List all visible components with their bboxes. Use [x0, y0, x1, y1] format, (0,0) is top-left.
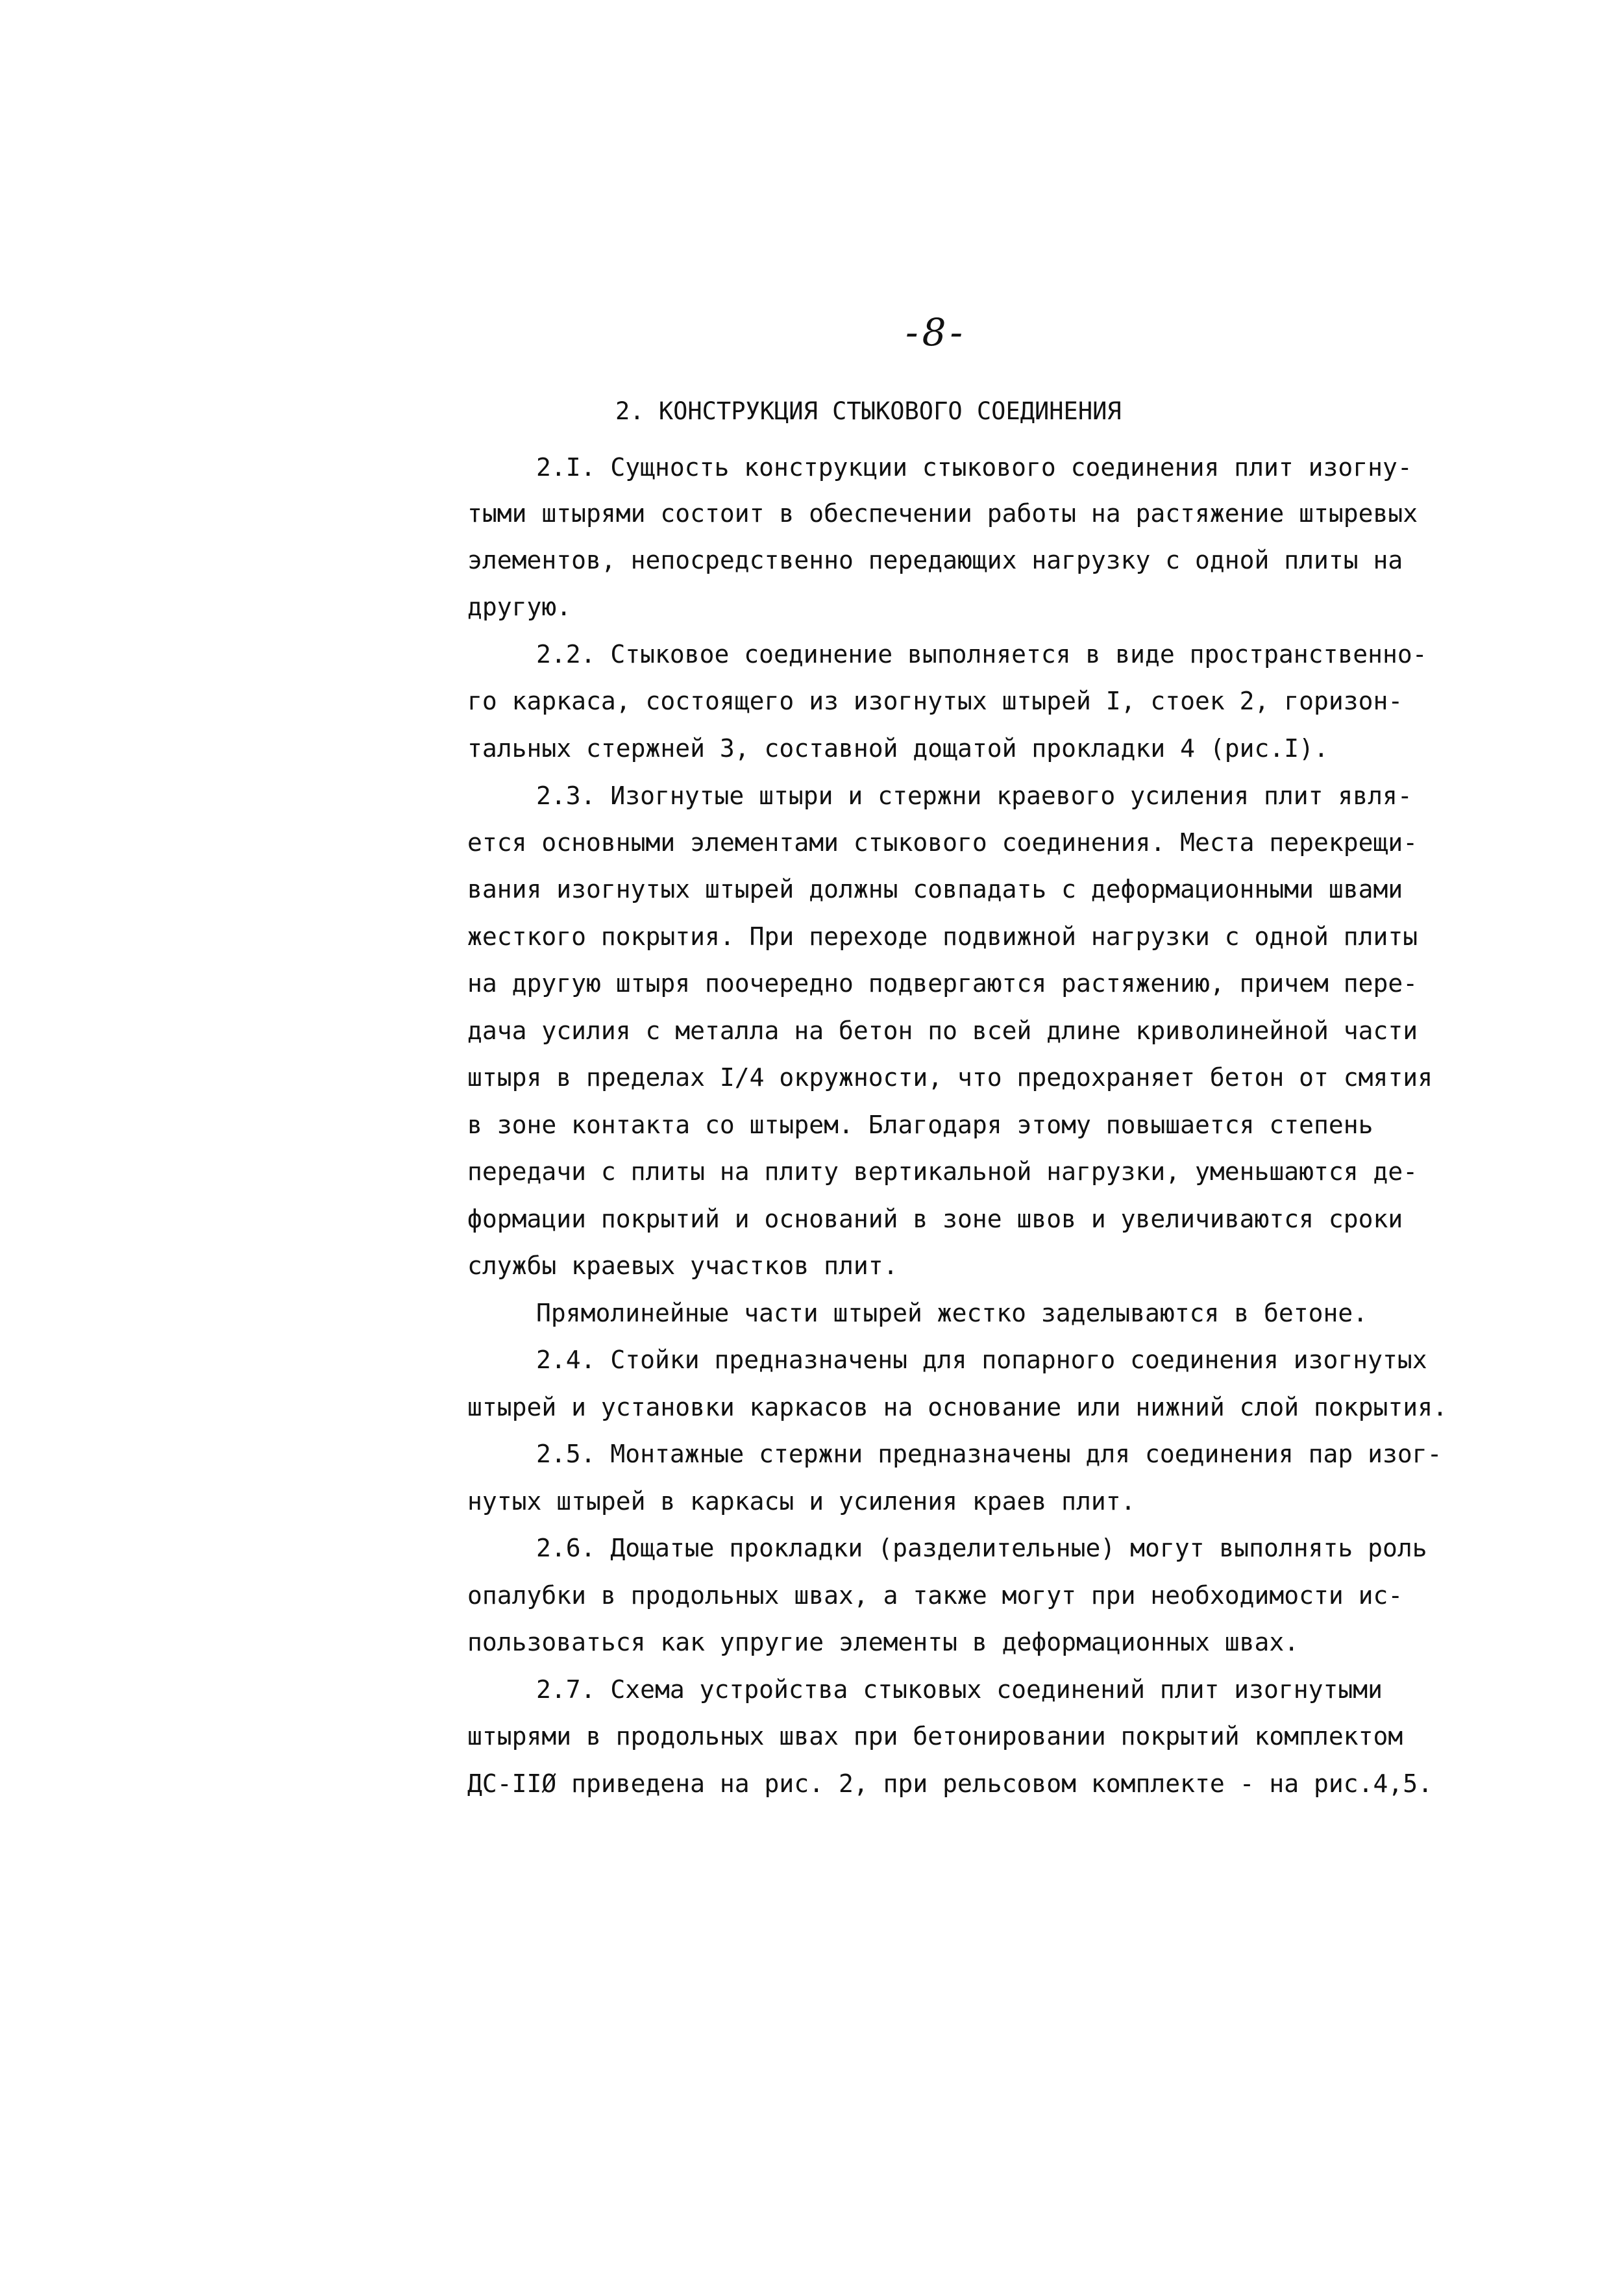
paragraph-line: 2.7. Схема устройства стыковых соединений плит изогнутыми [536, 1675, 1383, 1704]
paragraph-line: 2.3. Изогнутые штыри и стержни краевого усиления плит явля- [536, 781, 1412, 810]
paragraph-line: штырей и установки каркасов на основание или нижний слой покрытия. [467, 1393, 1447, 1421]
paragraph-line: на другую штыря поочередно подвергаются растяжению, причем пере- [467, 969, 1418, 998]
paragraph-line: службы краевых участков плит. [467, 1251, 898, 1280]
paragraph-line: пользоваться как упругие элементы в деформационных швах. [467, 1628, 1299, 1656]
paragraph-line: вания изогнутых штырей должны совпадать с деформационными швами [467, 875, 1403, 903]
paragraph-line: в зоне контакта со штырем. Благодаря этому повышается степень [467, 1111, 1373, 1139]
paragraph-line: опалубки в продольных швах, а также могут при необходимости ис- [467, 1581, 1403, 1610]
paragraph-line: передачи с плиты на плиту вертикальной нагрузки, уменьшаются де- [467, 1157, 1418, 1186]
paragraph-line: жесткого покрытия. При переходе подвижной нагрузки с одной плиты [467, 922, 1418, 951]
paragraph-line: штыря в пределах I/4 окружности, что предохраняет бетон от смятия [467, 1063, 1433, 1092]
paragraph-line: ется основными элементами стыкового соединения. Места перекрещи- [467, 828, 1418, 857]
paragraph-line: штырями в продольных швах при бетонировании покрытий комплектом [467, 1722, 1403, 1751]
paragraph-line: другую. [467, 593, 572, 621]
paragraph-line: 2.5. Монтажные стержни предназначены для соединения пар изог- [536, 1440, 1442, 1468]
paragraph-line: Прямолинейные части штырей жестко заделываются в бетоне. [536, 1299, 1368, 1327]
page-number: -8- [905, 310, 967, 354]
paragraph-line: нутых штырей в каркасы и усиления краев плит. [467, 1487, 1136, 1516]
paragraph-line: формации покрытий и оснований в зоне швов и увеличиваются сроки [467, 1205, 1403, 1233]
paragraph-line: 2.2. Стыковое соединение выполняется в виде пространственно- [536, 640, 1427, 669]
paragraph-line: 2.6. Дощатые прокладки (разделительные) могут выполнять роль [536, 1534, 1427, 1562]
paragraph-line: го каркаса, состоящего из изогнутых штырей I, стоек 2, горизон- [467, 687, 1403, 715]
paragraph-line: тальных стержней 3, составной дощатой прокладки 4 (рис.I). [467, 734, 1329, 763]
paragraph-line: 2.I. Сущность конструкции стыкового соединения плит изогну- [536, 453, 1412, 482]
paragraph-line: тыми штырями состоит в обеспечении работы на растяжение штыревых [467, 499, 1418, 528]
paragraph-line: 2.4. Стойки предназначены для попарного соединения изогнутых [536, 1346, 1427, 1374]
section-title: 2. КОНСТРУКЦИЯ СТЫКОВОГО СОЕДИНЕНИЯ [615, 397, 1122, 425]
paragraph-line: элементов, непосредственно передающих нагрузку с одной плиты на [467, 546, 1403, 574]
paragraph-line: дача усилия с металла на бетон по всей длине криволинейной части [467, 1016, 1418, 1045]
paragraph-line: ДС-IIØ приведена на рис. 2, при рельсовом комплекте - на рис.4,5. [467, 1769, 1433, 1798]
